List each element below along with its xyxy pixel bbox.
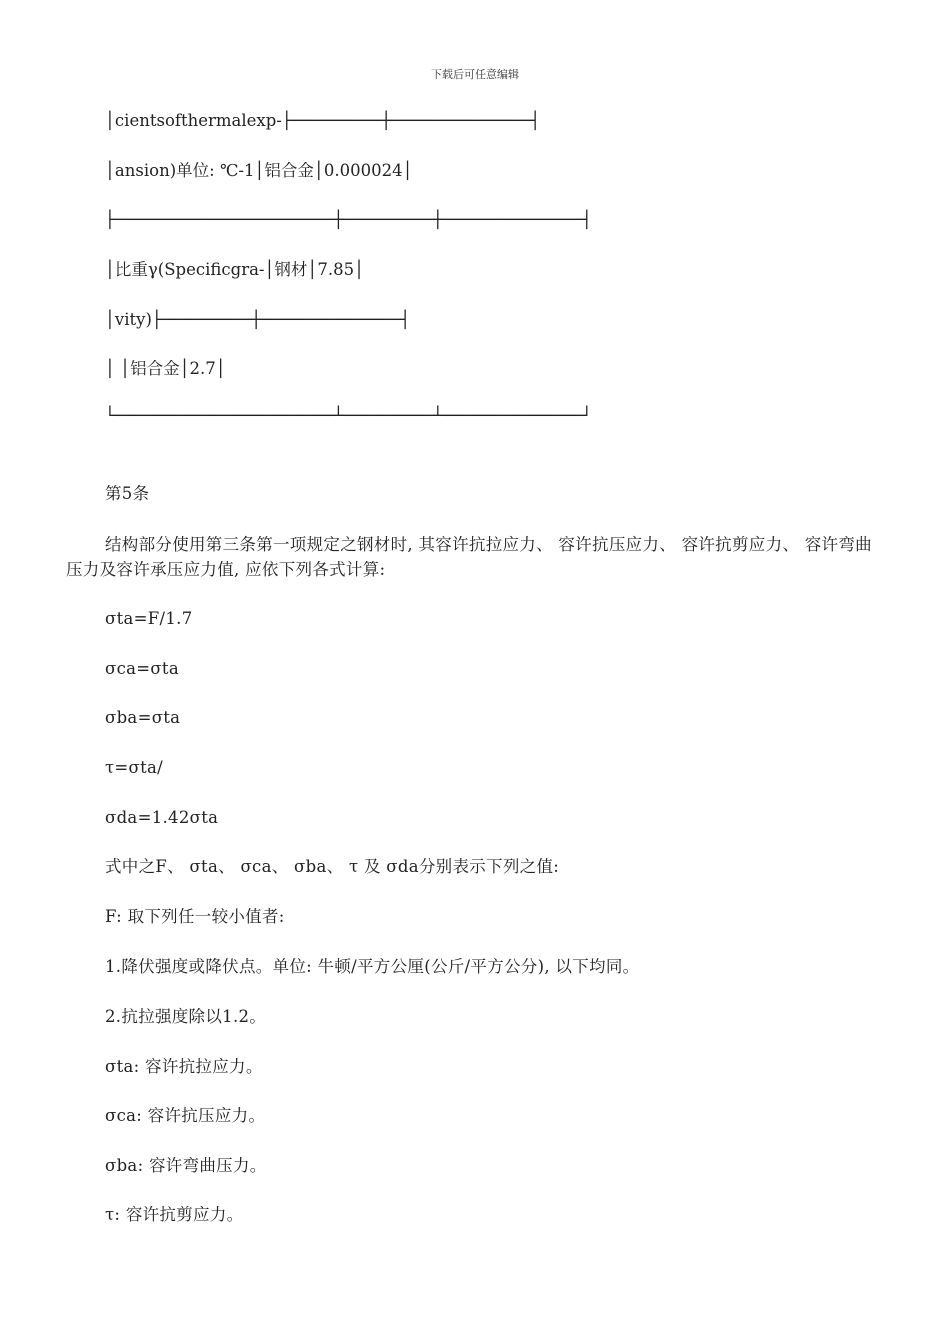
table-line: │vity)├─────────┼──────────────┤ — [105, 310, 411, 329]
formula: σca=σta — [105, 659, 179, 678]
formula: σta=F/1.7 — [105, 609, 193, 628]
table-line: │ansion)单位: ℃-1│铝合金│0.000024│ — [105, 161, 413, 180]
formula: σba=σta — [105, 708, 181, 727]
definition-line: σba: 容许弯曲压力。 — [105, 1156, 267, 1175]
table-line: └──────────────────────┴─────────┴──────────────┘ — [105, 406, 592, 425]
formula: σda=1.42σta — [105, 808, 219, 827]
table-line: │比重γ(Specificgra-│钢材│7.85│ — [105, 260, 365, 279]
page-header: 下载后可任意编辑 — [431, 68, 519, 81]
article-heading: 第5条 — [105, 484, 150, 503]
f-intro: F: 取下列任一较小值者: — [105, 907, 285, 926]
formula: τ=σta/ — [105, 758, 164, 777]
definition-line: σta: 容许抗拉应力。 — [105, 1057, 263, 1076]
table-line: ├──────────────────────┼─────────┼──────────────┤ — [105, 210, 592, 229]
definitions-intro: 式中之F、 σta、 σca、 σba、 τ 及 σda分别表示下列之值: — [105, 857, 560, 876]
table-line: │cientsofthermalexp-├─────────┼──────────────┤ — [105, 111, 541, 130]
list-item: 2.抗拉强度除以1.2。 — [105, 1007, 267, 1026]
article-intro-paragraph: 结构部分使用第三条第一项规定之钢材时, 其容许抗拉应力、 容许抗压应力、 容许抗剪应力、 容许弯曲压力及容许承压应力值, 应依下列各式计算: — [66, 535, 872, 579]
definition-line: σca: 容许抗压应力。 — [105, 1106, 266, 1125]
list-item: 1.降伏强度或降伏点。单位: 牛顿/平方公厘(公斤/平方公分), 以下均同。 — [105, 957, 640, 976]
definition-line: τ: 容许抗剪应力。 — [105, 1205, 244, 1224]
table-line: │ │铝合金│2.7│ — [105, 359, 226, 378]
